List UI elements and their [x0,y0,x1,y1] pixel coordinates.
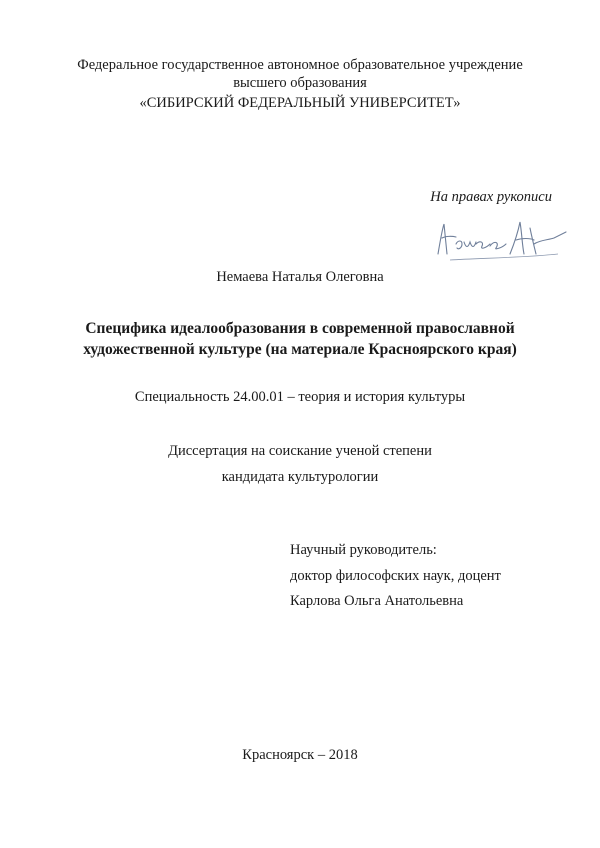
university-name: «СИБИРСКИЙ ФЕДЕРАЛЬНЫЙ УНИВЕРСИТЕТ» [139,95,461,111]
dissertation-line-2: кандидата культурологии [221,469,379,485]
author-name: Немаева Наталья Олеговна [216,269,384,285]
signature-icon [430,214,570,266]
supervisor-name: Карлова Ольга Анатольевна [290,593,464,609]
title-line-2: художественной культуре (на материале Красноярского края) [83,341,517,358]
institution-line-1: Федеральное государственное автономное образовательное учреждение [77,57,523,73]
supervisor-degree: доктор философских наук, доцент [290,568,501,584]
specialty: Специальность 24.00.01 – теория и история культуры [134,389,466,405]
manuscript-note: На правах рукописи [430,189,552,205]
dissertation-line-1: Диссертация на соискание ученой степени [168,443,432,459]
city-year: Красноярск – 2018 [242,747,358,763]
supervisor-label: Научный руководитель: [290,542,437,558]
title-line-1: Специфика идеалообразования в современной православной [85,320,515,337]
institution-line-2: высшего образования [233,75,367,91]
